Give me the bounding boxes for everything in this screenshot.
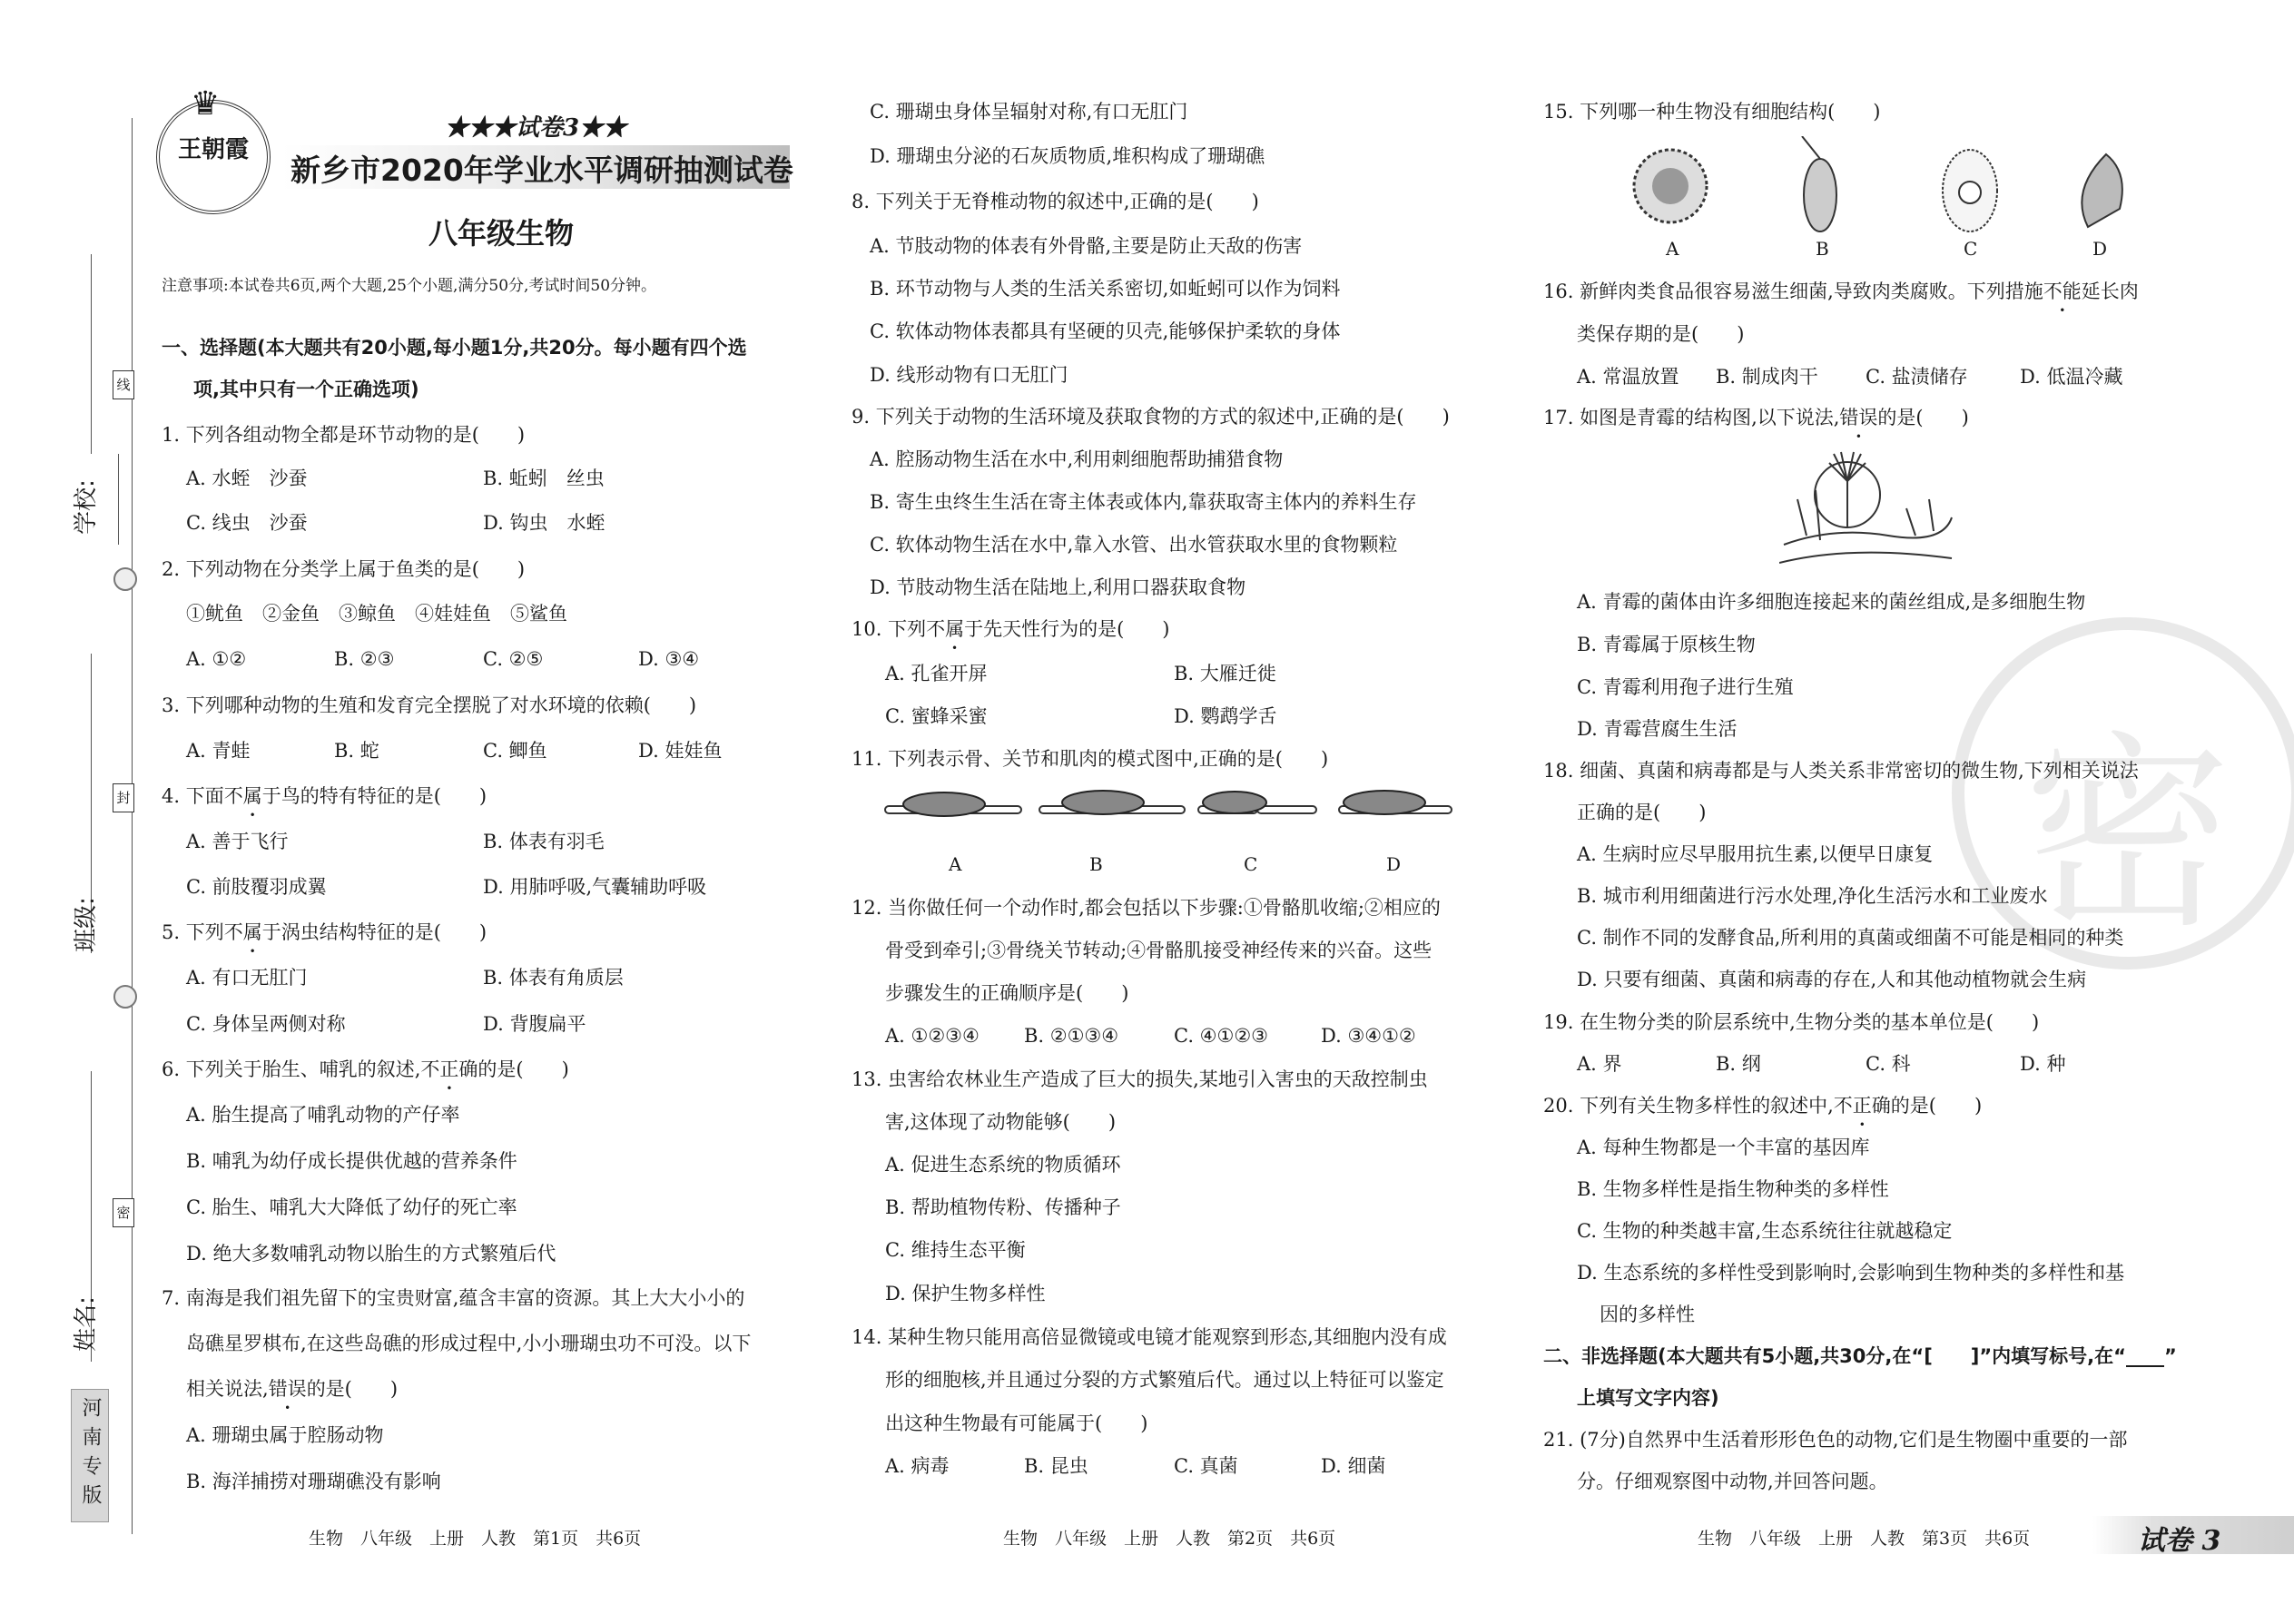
q7-option-a: A. 珊瑚虫属于腔肠动物 bbox=[186, 1424, 384, 1446]
q2-option-d: D. ③④ bbox=[638, 648, 700, 670]
q17-stem bbox=[1543, 404, 1969, 431]
q8-option-d: D. 线形动物有口无肛门 bbox=[870, 364, 1068, 386]
q3-stem: 3. 下列哪种动物的生殖和发育完全摆脱了对水环境的依赖( ) bbox=[162, 694, 697, 716]
q10-option-b: B. 大雁迁徙 bbox=[1174, 663, 1276, 684]
q10-option-a: A. 孔雀开屏 bbox=[885, 663, 988, 684]
q18-stem-line1: 18. 细菌、真菌和病毒都是与人类关系非常密切的微生物,下列相关说法 bbox=[1543, 760, 2139, 782]
q7-option-d: D. 珊瑚虫分泌的石灰质物质,堆积构成了珊瑚礁 bbox=[870, 145, 1265, 167]
q15-figure-a-virus bbox=[1634, 150, 1707, 222]
q16-option-b: B. 制成肉干 bbox=[1716, 366, 1818, 388]
q5-stem-emphasis: 不属于 bbox=[223, 921, 281, 943]
q11-diagram-d bbox=[1339, 791, 1452, 814]
q4-stem-pre: 4. 下面 bbox=[162, 785, 224, 807]
q4-option-c: C. 前肢覆羽成翼 bbox=[186, 876, 327, 898]
q20-stem-pre: 20. 下列有关生物多样性的叙述中, bbox=[1543, 1095, 1834, 1117]
q17-option-d: D. 青霉营腐生生活 bbox=[1577, 718, 1738, 740]
q20-option-c: C. 生物的种类越丰富,生态系统往往就越稳定 bbox=[1577, 1220, 1953, 1242]
q16-stem-line2: 类保存期的是( ) bbox=[1577, 323, 1745, 345]
q2-option-a: A. ①② bbox=[186, 648, 247, 670]
q17-option-c: C. 青霉利用孢子进行生殖 bbox=[1577, 676, 1794, 698]
q17-stem-emphasis: 错误 bbox=[1839, 407, 1878, 428]
q10-stem-pre: 10. 下列 bbox=[852, 618, 927, 640]
q7-option-c: C. 珊瑚虫身体呈辐射对称,有口无肛门 bbox=[870, 101, 1188, 123]
q11-label-a: A bbox=[949, 853, 962, 875]
q2-stem: 2. 下列动物在分类学上属于鱼类的是( ) bbox=[162, 558, 526, 580]
q7-stem-post: 的是( ) bbox=[306, 1378, 399, 1400]
q11-diagram-c bbox=[1198, 792, 1316, 813]
q10-stem-emphasis: 不属于 bbox=[926, 618, 984, 640]
q20-option-d-cont: 因的多样性 bbox=[1600, 1304, 1695, 1325]
q15-label-b: B bbox=[1816, 238, 1829, 260]
q13-stem-line1: 13. 虫害给农林业生产造成了巨大的损失,某地引入害虫的天敌控制虫 bbox=[852, 1068, 1428, 1090]
footer-page-3: 生物 八年级 上册 人教 第3页 共6页 bbox=[1698, 1529, 2031, 1549]
q18-option-c: C. 制作不同的发酵食品,所利用的真菌或细菌不可能是相同的种类 bbox=[1577, 927, 2124, 949]
q21-stem-line2: 分。仔细观察图中动物,并回答问题。 bbox=[1577, 1471, 1888, 1492]
q17-option-b: B. 青霉属于原核生物 bbox=[1577, 634, 1756, 655]
q18-option-d: D. 只要有细菌、真菌和病毒的存在,人和其他动植物就会生病 bbox=[1577, 969, 2087, 990]
paper-tag: 试卷 3 bbox=[2138, 1525, 2221, 1557]
q3-option-b: B. 蛇 bbox=[334, 740, 379, 762]
q7-stem-pre: 相关说法, bbox=[186, 1378, 269, 1400]
q15-organism-figures bbox=[1616, 136, 2161, 245]
q12-stem-line1: 12. 当你做任何一个动作时,都会包括以下步骤:①骨骼肌收缩;②相应的 bbox=[852, 897, 1441, 919]
q15-figure-c-cell bbox=[1943, 150, 1997, 231]
q5-option-d: D. 背腹扁平 bbox=[483, 1013, 586, 1035]
crown-icon: ♛ bbox=[191, 85, 221, 123]
mark-xian: 线 bbox=[113, 370, 134, 399]
watermark-text: 密 bbox=[2023, 714, 2232, 957]
q20-stem-emphasis: 不正确 bbox=[1833, 1095, 1891, 1117]
q16-stem-line1 bbox=[1543, 278, 2139, 305]
q6-option-a: A. 胎生提高了哺乳动物的产仔率 bbox=[186, 1104, 460, 1126]
q14-option-d: D. 细菌 bbox=[1321, 1455, 1386, 1477]
exam-subtitle: 八年级生物 bbox=[428, 216, 575, 251]
q5-stem-pre: 5. 下列 bbox=[162, 921, 224, 943]
q15-figure-d-paramecium bbox=[2082, 154, 2122, 227]
q1-option-a: A. 水蛭 沙蚕 bbox=[186, 468, 308, 489]
q4-stem bbox=[162, 782, 487, 810]
q11-diagram-a bbox=[885, 792, 1021, 816]
q13-stem-line2: 害,这体现了动物能够( ) bbox=[885, 1111, 1117, 1133]
q19-option-b: B. 纲 bbox=[1716, 1053, 1761, 1075]
q6-stem-pre: 6. 下列关于胎生、哺乳的叙述, bbox=[162, 1058, 421, 1080]
q12-option-c: C. ④①②③ bbox=[1174, 1025, 1268, 1047]
q20-stem-post: 的是( ) bbox=[1890, 1095, 1983, 1117]
q15-label-d: D bbox=[2092, 238, 2108, 260]
q9-stem: 9. 下列关于动物的生活环境及获取食物的方式的叙述中,正确的是( ) bbox=[852, 406, 1450, 428]
q9-option-b: B. 寄生虫终生生活在寄主体表或体内,靠获取寄主体内的养料生存 bbox=[870, 491, 1417, 513]
binding-hole-1 bbox=[113, 567, 137, 591]
q17-option-a: A. 青霉的菌体由许多细胞连接起来的菌丝组成,是多细胞生物 bbox=[1577, 591, 2086, 613]
q7-stem-line3 bbox=[186, 1375, 398, 1403]
q6-stem bbox=[162, 1056, 569, 1083]
q7-stem-emphasis: 错误 bbox=[268, 1378, 307, 1400]
q18-option-a: A. 生病时应尽早服用抗生素,以便早日康复 bbox=[1577, 843, 1934, 865]
q15-stem: 15. 下列哪一种生物没有细胞结构( ) bbox=[1543, 101, 1881, 123]
class-label: 班级: bbox=[72, 897, 100, 952]
q3-option-d: D. 娃娃鱼 bbox=[638, 740, 723, 762]
q4-option-d: D. 用肺呼吸,气囊辅助呼吸 bbox=[483, 876, 707, 898]
mark-feng: 封 bbox=[113, 783, 134, 812]
q12-stem-line2: 骨受到牵引;③骨绕关节转动;④骨骼肌接受神经传来的兴奋。这些 bbox=[885, 940, 1433, 961]
q19-option-a: A. 界 bbox=[1577, 1053, 1622, 1075]
q9-option-d: D. 节肢动物生活在陆地上,利用口器获取食物 bbox=[870, 576, 1246, 598]
q13-option-c: C. 维持生态平衡 bbox=[885, 1239, 1026, 1261]
footer-page-1: 生物 八年级 上册 人教 第1页 共6页 bbox=[309, 1529, 642, 1549]
q13-option-a: A. 促进生态系统的物质循环 bbox=[885, 1154, 1121, 1176]
publisher-logo bbox=[156, 85, 271, 214]
exam-title: 新乡市2020年学业水平调研抽测试卷 bbox=[290, 153, 793, 188]
q5-option-c: C. 身体呈两侧对称 bbox=[186, 1013, 346, 1035]
watermark-ring bbox=[1952, 617, 2294, 969]
q6-stem-post: 的是( ) bbox=[478, 1058, 569, 1080]
q6-stem-emphasis: 不正确 bbox=[420, 1058, 478, 1080]
q7-stem-line1: 7. 南海是我们祖先留下的宝贵财富,蕴含丰富的资源。其上大大小小的 bbox=[162, 1287, 745, 1309]
q6-option-b: B. 哺乳为幼仔成长提供优越的营养条件 bbox=[186, 1150, 517, 1172]
notice-text: 注意事项:本试卷共6页,两个大题,25个小题,满分50分,考试时间50分钟。 bbox=[162, 277, 657, 295]
q19-option-d: D. 种 bbox=[2020, 1053, 2066, 1075]
q1-option-b: B. 蚯蚓 丝虫 bbox=[483, 468, 605, 489]
q20-option-a: A. 每种生物都是一个丰富的基因库 bbox=[1577, 1137, 1870, 1158]
q12-stem-line3: 步骤发生的正确顺序是( ) bbox=[885, 982, 1129, 1004]
q7-option-b: B. 海洋捕捞对珊瑚礁没有影响 bbox=[186, 1471, 441, 1492]
section2-heading: 二、非选择题(本大题共有5小题,共30分,在“[ ]”内填写标号,在“____” bbox=[1543, 1345, 2177, 1367]
province-tag bbox=[71, 1389, 109, 1522]
q15-figure-b-euglena bbox=[1802, 136, 1836, 231]
q8-option-c: C. 软体动物体表都具有坚硬的贝壳,能够保护柔软的身体 bbox=[870, 320, 1341, 342]
q5-stem-post: 涡虫结构特征的是( ) bbox=[281, 921, 487, 943]
q16-stem-post: 延长肉 bbox=[2081, 281, 2139, 302]
margin-line-2 bbox=[118, 454, 119, 545]
q5-stem bbox=[162, 919, 487, 946]
q2-option-c: C. ②⑤ bbox=[483, 648, 544, 670]
q9-option-a: A. 腔肠动物生活在水中,利用刺细胞帮助捕猎食物 bbox=[870, 448, 1284, 470]
q16-option-a: A. 常温放置 bbox=[1577, 366, 1679, 388]
q1-stem: 1. 下列各组动物全都是环节动物的是( ) bbox=[162, 424, 526, 446]
q6-option-c: C. 胎生、哺乳大大降低了幼仔的死亡率 bbox=[186, 1196, 517, 1218]
mark-mi: 密 bbox=[113, 1198, 134, 1227]
name-label: 姓名: bbox=[72, 1296, 100, 1352]
q14-option-c: C. 真菌 bbox=[1174, 1455, 1238, 1477]
q13-option-d: D. 保护生物多样性 bbox=[885, 1283, 1046, 1304]
q10-stem bbox=[852, 615, 1169, 643]
q1-option-d: D. 钩虫 水蛭 bbox=[483, 512, 605, 534]
q8-stem: 8. 下列关于无脊椎动物的叙述中,正确的是( ) bbox=[852, 191, 1259, 212]
q5-option-b: B. 体表有角质层 bbox=[483, 967, 624, 989]
q8-option-b: B. 环节动物与人类的生活关系密切,如蚯蚓可以作为饲料 bbox=[870, 278, 1341, 300]
q16-stem-emphasis: 不能 bbox=[2043, 281, 2082, 302]
q14-option-b: B. 昆虫 bbox=[1024, 1455, 1088, 1477]
q4-stem-emphasis: 不属于 bbox=[223, 785, 281, 807]
school-label: 学校: bbox=[72, 479, 100, 535]
q4-stem-post: 鸟的特有特征的是( ) bbox=[281, 785, 487, 807]
q11-label-c: C bbox=[1244, 853, 1258, 875]
q1-option-c: C. 线虫 沙蚕 bbox=[186, 512, 308, 534]
q16-option-c: C. 盐渍储存 bbox=[1866, 366, 1968, 388]
q14-option-a: A. 病毒 bbox=[885, 1455, 950, 1477]
q21-stem-line1: 21. (7分)自然界中生活着形形色色的动物,它们是生物圈中重要的一部 bbox=[1543, 1429, 2128, 1451]
section1-heading: 一、选择题(本大题共有20小题,每小题1分,共20分。每小题有四个选 bbox=[162, 337, 747, 359]
q16-option-d: D. 低温冷藏 bbox=[2020, 366, 2123, 388]
q19-stem: 19. 在生物分类的阶层系统中,生物分类的基本单位是( ) bbox=[1543, 1011, 2040, 1033]
q12-option-d: D. ③④①② bbox=[1321, 1025, 1416, 1047]
q18-option-b: B. 城市利用细菌进行污水处理,净化生活污水和工业废水 bbox=[1577, 885, 2048, 907]
q20-option-d: D. 生态系统的多样性受到影响时,会影响到生物种类的多样性和基 bbox=[1577, 1262, 2125, 1284]
q16-stem-pre: 16. 新鲜肉类食品很容易滋生细菌,导致肉类腐败。下列措施 bbox=[1543, 281, 2043, 302]
q10-stem-post: 先天性行为的是( ) bbox=[983, 618, 1170, 640]
q19-option-c: C. 科 bbox=[1866, 1053, 1911, 1075]
q20-stem bbox=[1543, 1092, 1982, 1119]
q3-option-a: A. 青蛙 bbox=[186, 740, 251, 762]
q14-stem-line2: 形的细胞核,并且通过分裂的方式繁殖后代。通过以上特征可以鉴定 bbox=[885, 1369, 1444, 1391]
q2-option-b: B. ②③ bbox=[334, 648, 395, 670]
logo-text: 王朝霞 bbox=[177, 136, 249, 163]
q17-penicillium-figure bbox=[1779, 445, 1961, 572]
q8-option-a: A. 节肢动物的体表有外骨骼,主要是防止天敌的伤害 bbox=[870, 235, 1303, 257]
q15-label-a: A bbox=[1666, 238, 1679, 260]
q17-stem-post: 的是( ) bbox=[1877, 407, 1969, 428]
margin-cut-line bbox=[132, 118, 133, 1534]
q18-stem-line2: 正确的是( ) bbox=[1577, 802, 1707, 823]
q11-stem: 11. 下列表示骨、关节和肌肉的模式图中,正确的是( ) bbox=[852, 748, 1329, 770]
q15-label-c: C bbox=[1964, 238, 1978, 260]
q13-option-b: B. 帮助植物传粉、传播种子 bbox=[885, 1196, 1121, 1218]
section2-heading-cont: 上填写文字内容) bbox=[1577, 1387, 1719, 1409]
q10-option-c: C. 蜜蜂采蜜 bbox=[885, 705, 988, 727]
q17-stem-pre: 17. 如图是青霉的结构图,以下说法, bbox=[1543, 407, 1840, 428]
section1-heading-cont: 项,其中只有一个正确选项) bbox=[193, 379, 419, 400]
q11-label-d: D bbox=[1386, 853, 1402, 875]
q12-option-b: B. ②①③④ bbox=[1024, 1025, 1119, 1047]
q11-muscle-diagrams bbox=[881, 782, 1462, 837]
q6-option-d: D. 绝大多数哺乳动物以胎生的方式繁殖后代 bbox=[186, 1243, 556, 1265]
q12-option-a: A. ①②③④ bbox=[885, 1025, 980, 1047]
q11-label-b: B bbox=[1089, 853, 1103, 875]
q7-stem-line2: 岛礁星罗棋布,在这些岛礁的形成过程中,小小珊瑚虫功不可没。以下 bbox=[186, 1333, 752, 1354]
margin-line-1 bbox=[91, 254, 92, 454]
q2-items: ①鱿鱼 ②金鱼 ③鲸鱼 ④娃娃鱼 ⑤鲨鱼 bbox=[186, 603, 567, 625]
paper-badge: ★★★试卷3★★ bbox=[445, 114, 627, 142]
q14-stem-line3: 出这种生物最有可能属于( ) bbox=[885, 1412, 1148, 1434]
province-text: 河南专版 bbox=[79, 1397, 102, 1513]
q20-option-b: B. 生物多样性是指生物种类的多样性 bbox=[1577, 1178, 1889, 1200]
binding-hole-2 bbox=[113, 985, 137, 1009]
q11-diagram-b bbox=[1039, 791, 1185, 814]
q9-option-c: C. 软体动物生活在水中,靠入水管、出水管获取水里的食物颗粒 bbox=[870, 534, 1398, 556]
q5-option-a: A. 有口无肛门 bbox=[186, 967, 308, 989]
q4-option-a: A. 善于飞行 bbox=[186, 831, 289, 852]
q3-option-c: C. 鲫鱼 bbox=[483, 740, 547, 762]
q14-stem-line1: 14. 某种生物只能用高倍显微镜或电镜才能观察到形态,其细胞内没有成 bbox=[852, 1326, 1447, 1348]
q10-option-d: D. 鹦鹉学舌 bbox=[1174, 705, 1277, 727]
footer-page-2: 生物 八年级 上册 人教 第2页 共6页 bbox=[1003, 1529, 1336, 1549]
q4-option-b: B. 体表有羽毛 bbox=[483, 831, 605, 852]
